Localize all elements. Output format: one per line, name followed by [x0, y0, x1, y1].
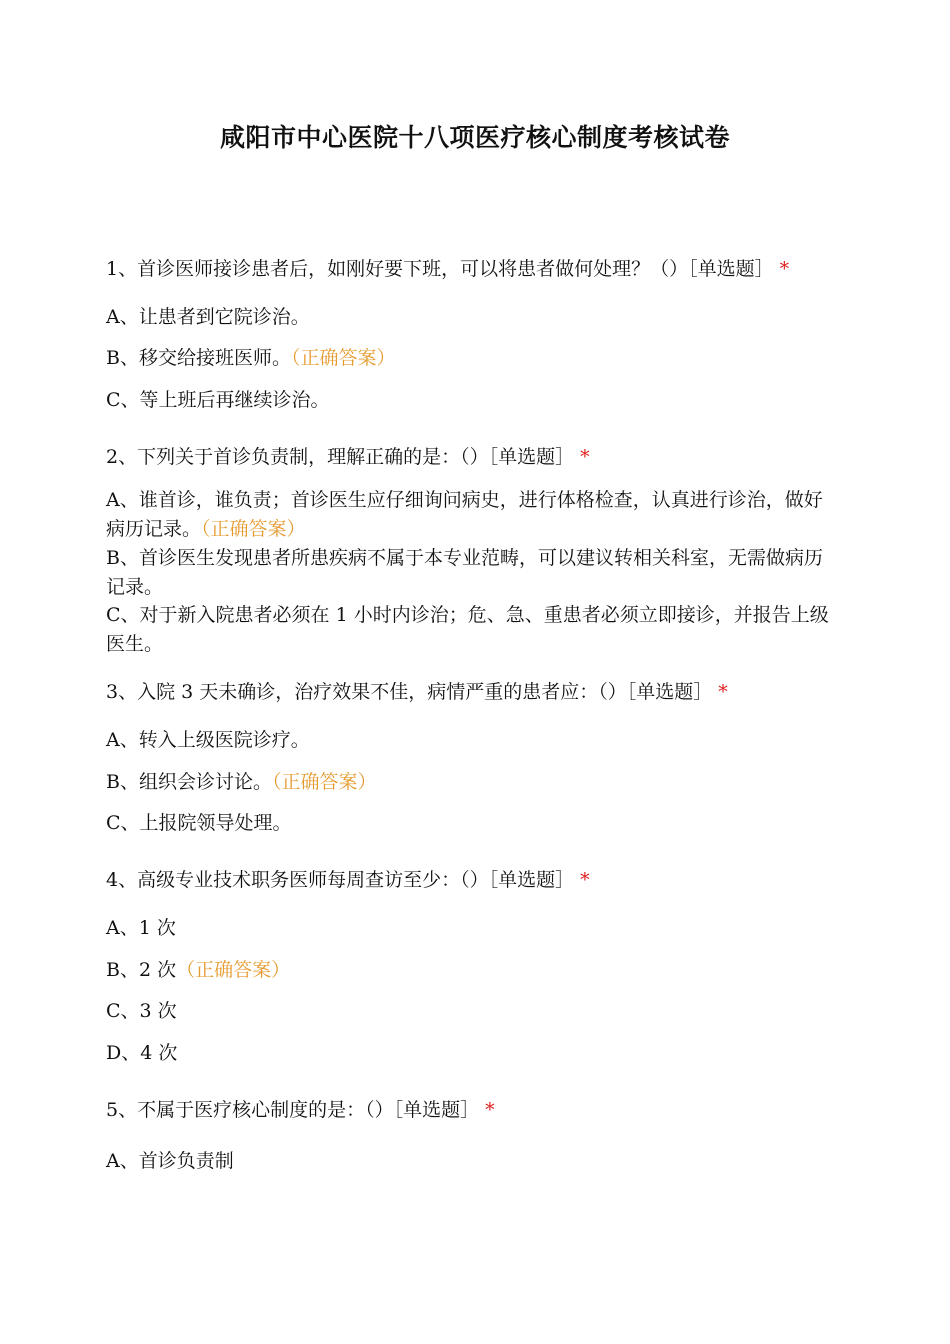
required-mark: *: [485, 1099, 495, 1121]
required-mark: *: [580, 446, 590, 468]
option-text: B、2 次: [106, 959, 177, 981]
question-4-option-d: [106, 1039, 841, 1068]
question-stem-text: 5、不属于医疗核心制度的是：（）［单选题］: [106, 1099, 480, 1121]
question-4-stem: [106, 866, 841, 895]
question-3-option-a: [106, 726, 841, 755]
question-1-option-c: [106, 386, 841, 415]
correct-answer-label: （正确答案）: [290, 347, 396, 369]
option-text: C、上报院领导处理。: [106, 812, 292, 834]
required-mark: *: [580, 869, 590, 891]
page-title: 咸阳市中心医院十八项医疗核心制度考核试卷: [219, 123, 730, 152]
question-5-option-a: [106, 1147, 841, 1176]
question-3-option-c: [106, 809, 841, 838]
option-text: A、首诊负责制: [106, 1150, 234, 1172]
option-text: B、移交给接班医师。: [106, 347, 291, 369]
option-text: B、组织会诊讨论。: [106, 771, 272, 793]
option-text: C、等上班后再继续诊治。: [106, 389, 330, 411]
required-mark: *: [718, 681, 728, 703]
option-text: A、转入上级医院诊疗。: [106, 729, 310, 751]
question-stem-text: 3、入院 3 天未确诊，治疗效果不佳，病情严重的患者应：（）［单选题］: [106, 681, 713, 703]
question-3-stem: [106, 678, 841, 707]
correct-answer-label: （正确答案）: [201, 518, 306, 540]
option-text: D、4 次: [106, 1042, 178, 1064]
question-2-stem: [106, 443, 841, 472]
question-2-option-c: [106, 601, 841, 659]
option-text: B、首诊医生发现患者所患疾病不属于本专业范畴，可以建议转相关科室，无需做病历记录。: [106, 547, 823, 598]
question-2-option-a: [106, 486, 841, 544]
question-4-option-c: [106, 997, 841, 1026]
question-5-stem: [106, 1096, 841, 1125]
question-2-option-b: [106, 544, 841, 602]
question-stem-text: 1、首诊医师接诊患者后，如刚好要下班，可以将患者做何处理？（）［单选题］: [106, 258, 774, 280]
option-text: C、对于新入院患者必须在 1 小时内诊治；危、急、重患者必须立即接诊，并报告上级医生。: [106, 604, 829, 655]
required-mark: *: [779, 258, 790, 280]
correct-answer-label: （正确答案）: [271, 771, 377, 793]
question-4-option-b: [106, 956, 841, 985]
question-4-option-a: [106, 914, 841, 943]
option-text: C、3 次: [106, 1000, 177, 1022]
option-text: A、谁首诊，谁负责；首诊医生应仔细询问病史，进行体格检查，认真进行诊治，做好病历记录。: [106, 489, 823, 540]
option-text: A、让患者到它院诊治。: [106, 306, 310, 328]
question-1-stem: [106, 255, 841, 284]
option-text: A、1 次: [106, 917, 176, 939]
question-1-option-b: [106, 344, 841, 373]
correct-answer-label: （正确答案）: [176, 959, 291, 981]
question-stem-text: 4、高级专业技术职务医师每周查访至少：（）［单选题］: [106, 869, 575, 891]
question-1-option-a: [106, 303, 841, 332]
question-stem-text: 2、下列关于首诊负责制，理解正确的是：（）［单选题］: [106, 446, 575, 468]
question-3-option-b: [106, 768, 841, 797]
